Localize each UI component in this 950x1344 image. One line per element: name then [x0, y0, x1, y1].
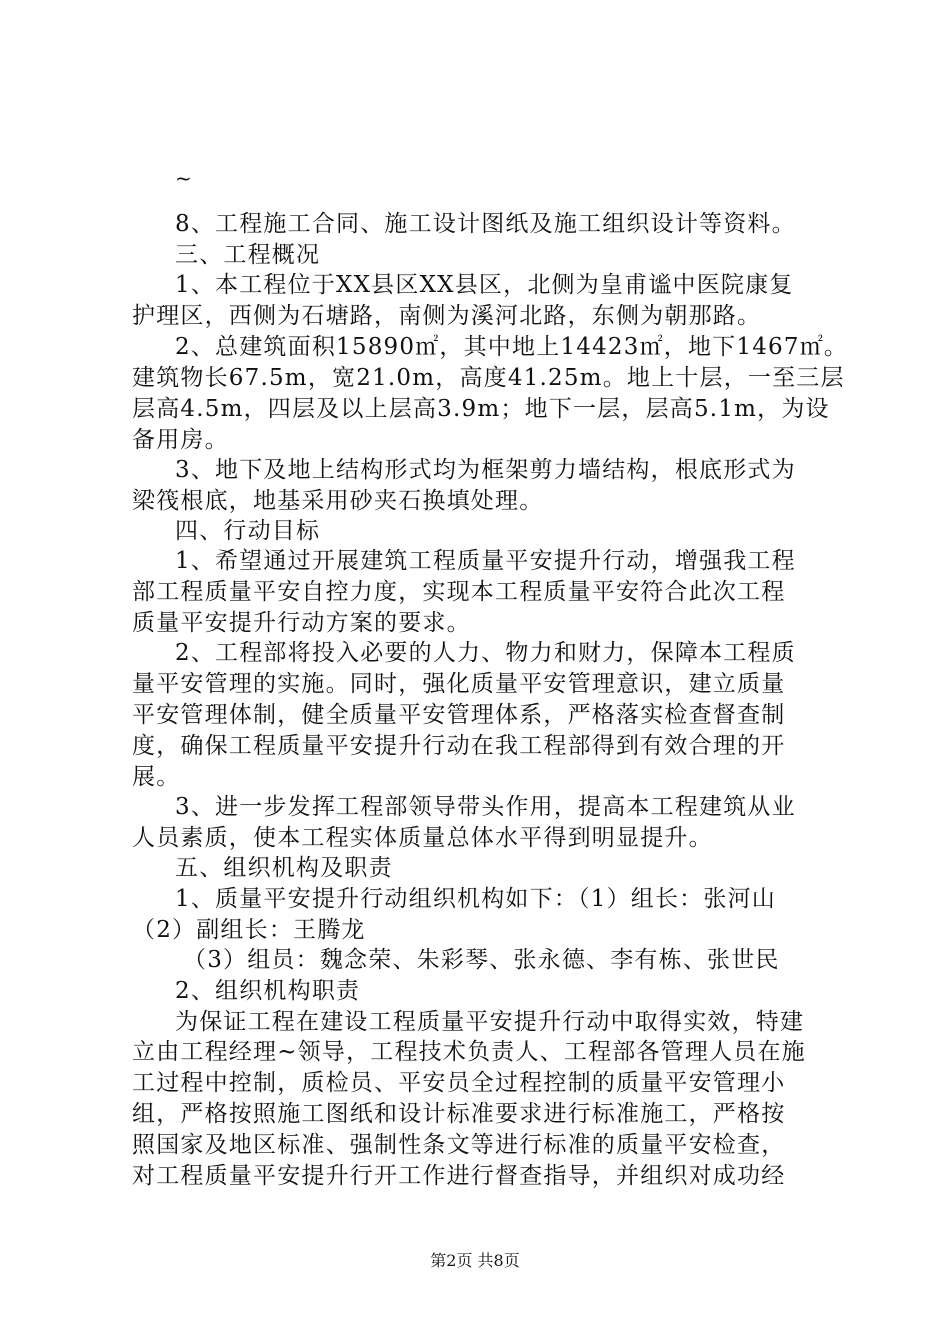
section-heading: 四、行动目标 [175, 518, 321, 544]
paragraph-line: 工过程中控制，质检员、平安员全过程控制的质量平安管理小 [132, 1070, 786, 1096]
paragraph-line: 组，严格按照施工图纸和设计标准要求进行标准施工，严格按 [132, 1101, 786, 1127]
paragraph-line: 为保证工程在建设工程质量平安提升行动中取得实效，特建 [175, 1009, 805, 1035]
paragraph-line: 建筑物长67.5m，宽21.0m，高度41.25m。地上十层，一至三层 [132, 365, 845, 391]
paragraph-line: 度，确保工程质量平安提升行动在我工程部得到有效合理的开 [132, 733, 786, 759]
paragraph-line: 2、工程部将投入必要的人力、物力和财力，保障本工程质 [175, 640, 796, 666]
tilde-mark: ~ [175, 166, 192, 190]
paragraph-line: 展。 [132, 764, 181, 790]
paragraph-line: 护理区，西侧为石塘路，南侧为溪河北路，东侧为朝那路。 [132, 303, 762, 329]
paragraph-line: 照国家及地区标准、强制性条文等进行标准的质量平安检查， [132, 1132, 786, 1158]
paragraph-line: 平安管理体制，健全质量平安管理体系，严格落实检查督查制 [132, 702, 786, 728]
paragraph-line: 1、质量平安提升行动组织机构如下：（1）组长：张河山 [175, 886, 776, 912]
page-number-footer: 第2页 共8页 [430, 1251, 520, 1270]
paragraph-line: 1、本工程位于XX县区XX县区，北侧为皇甫谧中医院康复 [175, 272, 794, 298]
paragraph-line: 梁筏根底，地基采用砂夹石换填处理。 [132, 488, 544, 514]
paragraph-line: 3、进一步发挥工程部领导带头作用，提高本工程建筑从业 [175, 794, 796, 820]
paragraph-line: 量平安管理的实施。同时，强化质量平安管理意识，建立质量 [132, 671, 786, 697]
paragraph-line: 层高4.5m，四层及以上层高3.9m；地下一层，层高5.1m，为设 [132, 396, 830, 422]
paragraph-line: 对工程质量平安提升行开工作进行督查指导，并组织对成功经 [132, 1163, 786, 1189]
paragraph-line: （3）组员：魏念荣、朱彩琴、张永德、李有栋、张世民 [183, 947, 780, 973]
section-heading: 三、工程概况 [175, 242, 321, 268]
paragraph-line: （2）副组长：王腾龙 [132, 917, 366, 943]
paragraph-line: 2、总建筑面积15890㎡，其中地上14423㎡，地下1467㎡。 [175, 334, 849, 360]
paragraph-line: 立由工程经理~领导，工程技术负责人、工程部各管理人员在施 [132, 1039, 806, 1065]
paragraph-line: 8、工程施工合同、施工设计图纸及施工组织设计等资料。 [175, 211, 796, 237]
paragraph-line: 3、地下及地上结构形式均为框架剪力墙结构，根底形式为 [175, 457, 796, 483]
paragraph-line: 部工程质量平安自控力度，实现本工程质量平安符合此次工程 [132, 579, 786, 605]
paragraph-line: 1、希望通过开展建筑工程质量平安提升行动，增强我工程 [175, 548, 796, 574]
paragraph-line: 备用房。 [132, 427, 229, 453]
paragraph-line: 人员素质，使本工程实体质量总体水平得到明显提升。 [132, 825, 713, 851]
section-heading: 五、组织机构及职责 [175, 855, 393, 881]
section-heading: 2、组织机构职责 [175, 978, 361, 1004]
paragraph-line: 质量平安提升行动方案的要求。 [132, 610, 471, 636]
